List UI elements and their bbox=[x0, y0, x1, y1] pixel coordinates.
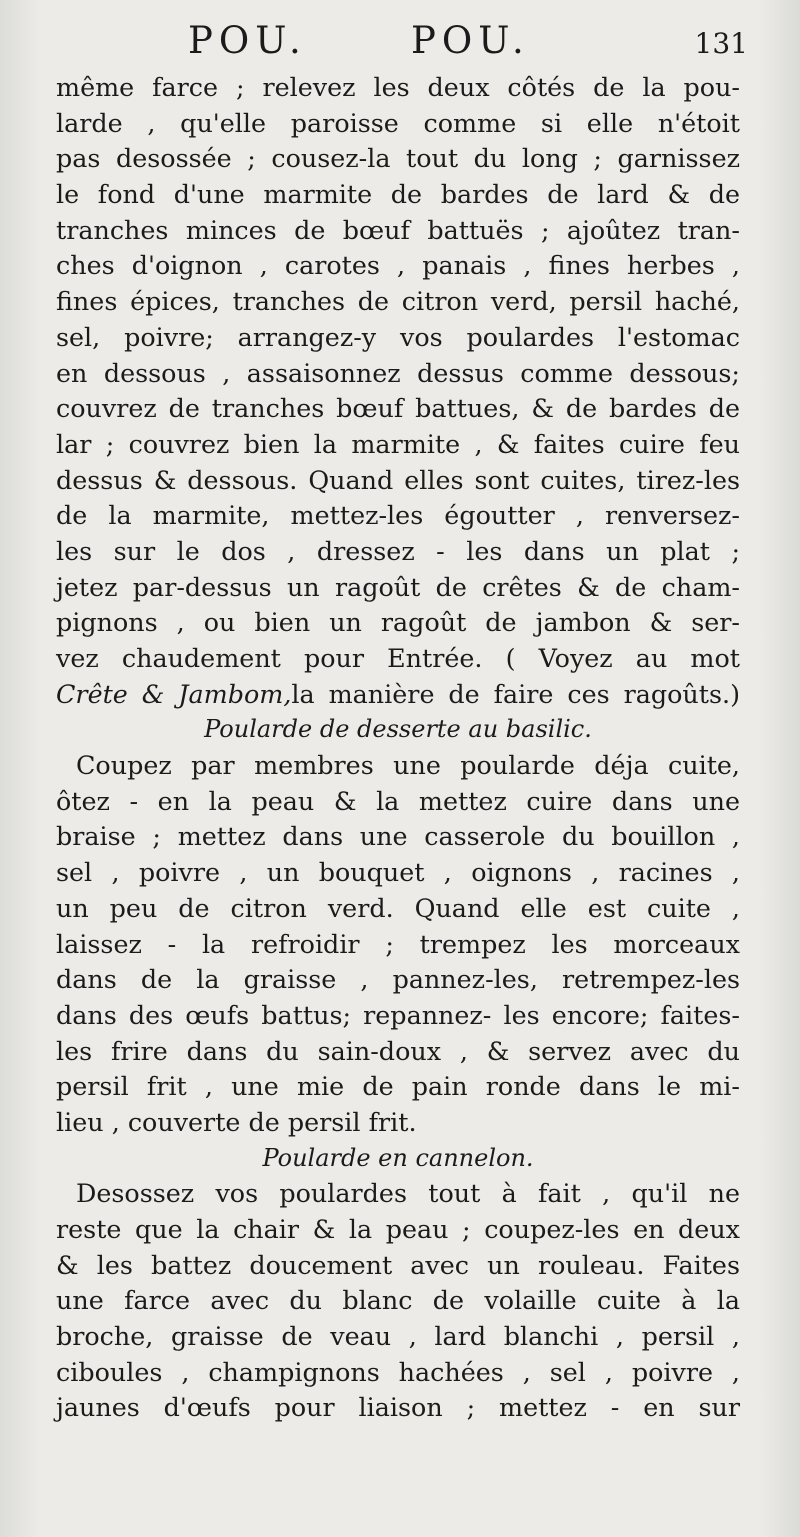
text-line: pignons , ou bien un ragoût de jambon & ser- bbox=[56, 607, 740, 638]
text-line: laissez - la refroidir ; trempez les morceaux bbox=[56, 928, 740, 959]
text-line: un peu de citron verd. Quand elle est cuite , bbox=[56, 892, 740, 923]
text-line: lieu , couverte de persil frit. bbox=[56, 1106, 417, 1137]
page-number: 131 bbox=[694, 27, 748, 60]
text-line: même farce ; relevez les deux côtés de la pou- bbox=[56, 72, 740, 102]
text-line: dans de la graisse , pannez-les, retrempez-les bbox=[56, 964, 740, 995]
section-1 bbox=[56, 70, 740, 677]
text-line: les frire dans du sain-doux , & servez avec du bbox=[56, 1035, 740, 1066]
text-line: dessus & dessous. Quand elles sont cuites, tirez-les bbox=[56, 464, 740, 495]
text-line: ôtez - en la peau & la mettez cuire dans une bbox=[56, 785, 740, 816]
section-heading-basilic: Poularde de desserte au basilic. bbox=[204, 715, 592, 744]
italic-reference: Crête & Jambom, bbox=[56, 678, 292, 709]
section-2 bbox=[56, 748, 740, 1141]
text-line: en dessous , assaisonnez dessus comme dessous; bbox=[56, 357, 740, 388]
section-3 bbox=[56, 1176, 740, 1426]
text-line: fines épices, tranches de citron verd, persil haché, bbox=[56, 286, 740, 317]
text-line: couvrez de tranches bœuf battues, & de bardes de bbox=[56, 393, 740, 424]
text-line: persil frit , une mie de pain ronde dans le mi- bbox=[56, 1071, 740, 1102]
text-line: ches d'oignon , carotes , panais , fines herbes , bbox=[56, 250, 740, 281]
header-left-word: POU. bbox=[188, 19, 307, 62]
text-line: broche, graisse de veau , lard blanchi , persil , bbox=[56, 1321, 740, 1352]
text-line: braise ; mettez dans une casserole du bouillon , bbox=[56, 821, 740, 852]
reference-rest: la manière de faire ces ragoûts.) bbox=[291, 678, 740, 709]
text-line: tranches minces de bœuf battuës ; ajoûtez tran- bbox=[56, 214, 740, 245]
page-body bbox=[56, 70, 740, 1426]
text-line: une farce avec du blanc de volaille cuite à la bbox=[56, 1285, 740, 1316]
text-line: pas desossée ; cousez-la tout du long ; garnissez bbox=[56, 143, 740, 174]
text-line: les sur le dos , dressez - les dans un plat ; bbox=[56, 535, 740, 566]
text-line: larde , qu'elle paroisse comme si elle n'étoit bbox=[56, 107, 740, 138]
text-line: sel, poivre; arrangez-y vos poulardes l'estomac bbox=[56, 321, 740, 352]
text-line: Desossez vos poulardes tout à fait , qu'il ne bbox=[76, 1178, 740, 1209]
header-right-word: POU. bbox=[411, 19, 530, 62]
text-line: sel , poivre , un bouquet , oignons , racines , bbox=[56, 857, 740, 888]
running-header bbox=[0, 18, 800, 64]
text-line: Coupez par membres une poularde déja cuite, bbox=[76, 750, 740, 781]
text-line: jaunes d'œufs pour liaison ; mettez - en sur bbox=[56, 1392, 740, 1423]
section-heading-cannelon: Poularde en cannelon. bbox=[262, 1143, 534, 1172]
text-line: jetez par-dessus un ragoût de crêtes & de cham- bbox=[56, 571, 740, 602]
text-line: & les battez doucement avec un rouleau. Faites bbox=[56, 1249, 740, 1280]
text-line: dans des œufs battus; repannez- les encore; faites- bbox=[56, 999, 740, 1030]
text-line: vez chaudement pour Entrée. ( Voyez au mot bbox=[56, 643, 740, 673]
text-line: ciboules , champignons hachées , sel , poivre , bbox=[56, 1356, 740, 1387]
text-line-final bbox=[56, 677, 740, 713]
text-line: reste que la chair & la peau ; coupez-les en deux bbox=[56, 1214, 740, 1244]
text-line: le fond d'une marmite de bardes de lard & de bbox=[56, 179, 740, 210]
text-line: lar ; couvrez bien la marmite , & faites cuire feu bbox=[56, 428, 740, 459]
text-line: de la marmite, mettez-les égoutter , renversez- bbox=[56, 500, 740, 531]
